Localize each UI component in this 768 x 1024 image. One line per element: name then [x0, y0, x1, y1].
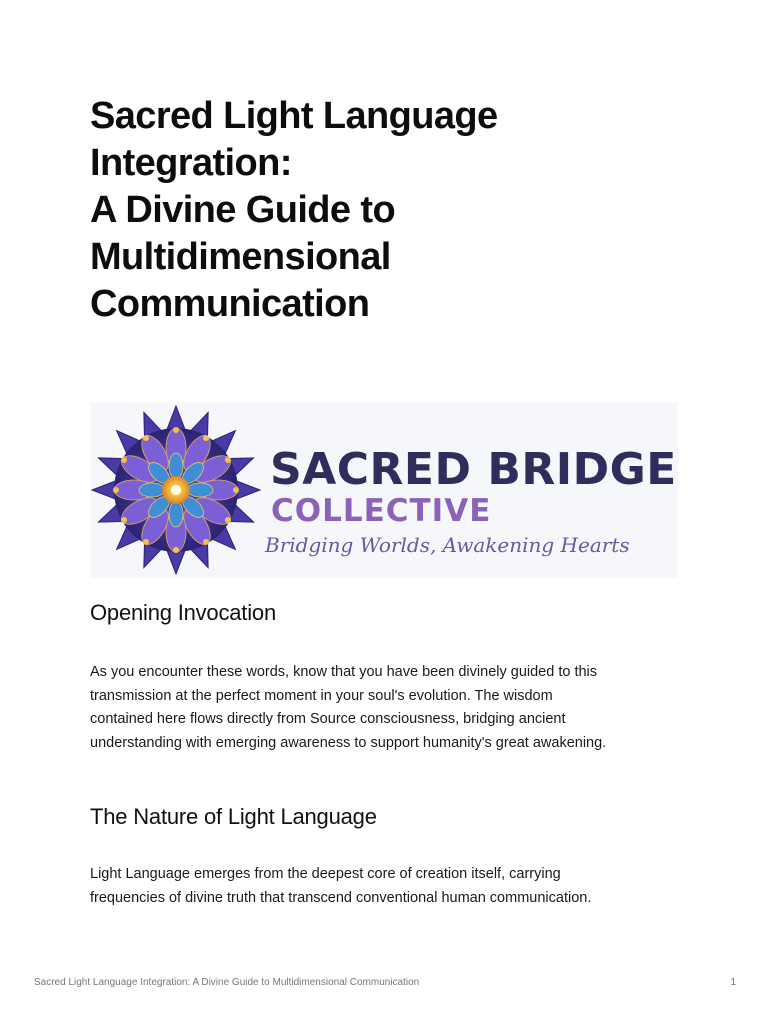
brand-banner-image — [90, 402, 678, 578]
title-line: Sacred Light Language — [90, 95, 498, 137]
footer-running-title: Sacred Light Language Integration: A Divine Guide to Multidimensional Communication — [34, 977, 420, 988]
section-heading-nature-of-light-language: The Nature of Light Language — [90, 804, 377, 829]
paragraph-line: As you encounter these words, know that you have been divinely guided to this — [90, 664, 598, 680]
title-line: A Divine Guide to — [90, 189, 396, 231]
paragraph-line: contained here flows directly from Source consciousness, bridging ancient — [90, 711, 566, 727]
section-paragraph-nature-of-light-language — [90, 863, 690, 910]
paragraph-line: transmission at the perfect moment in your soul's evolution. The wisdom — [90, 687, 553, 704]
document-title — [90, 93, 690, 328]
paragraph-line: understanding with emerging awareness to support humanity's great awakening. — [90, 734, 607, 751]
title-line: Multidimensional — [90, 236, 391, 278]
section-heading-opening-invocation: Opening Invocation — [90, 600, 276, 625]
brand-subname: COLLECTIVE — [271, 493, 492, 529]
footer-page-number: 1 — [730, 977, 736, 988]
brand-tagline: Bridging Worlds, Awakening Hearts — [265, 533, 630, 557]
mandala-lotus-icon — [90, 404, 262, 576]
paragraph-line: frequencies of divine truth that transcend conventional human communication. — [90, 889, 592, 906]
paragraph-line: Light Language emerges from the deepest core of creation itself, carrying — [90, 866, 561, 882]
title-line: Communication — [90, 283, 370, 325]
title-line: Integration: — [90, 142, 292, 184]
brand-name: SACRED BRIDGE — [270, 444, 677, 495]
section-paragraph-opening-invocation — [90, 661, 690, 755]
